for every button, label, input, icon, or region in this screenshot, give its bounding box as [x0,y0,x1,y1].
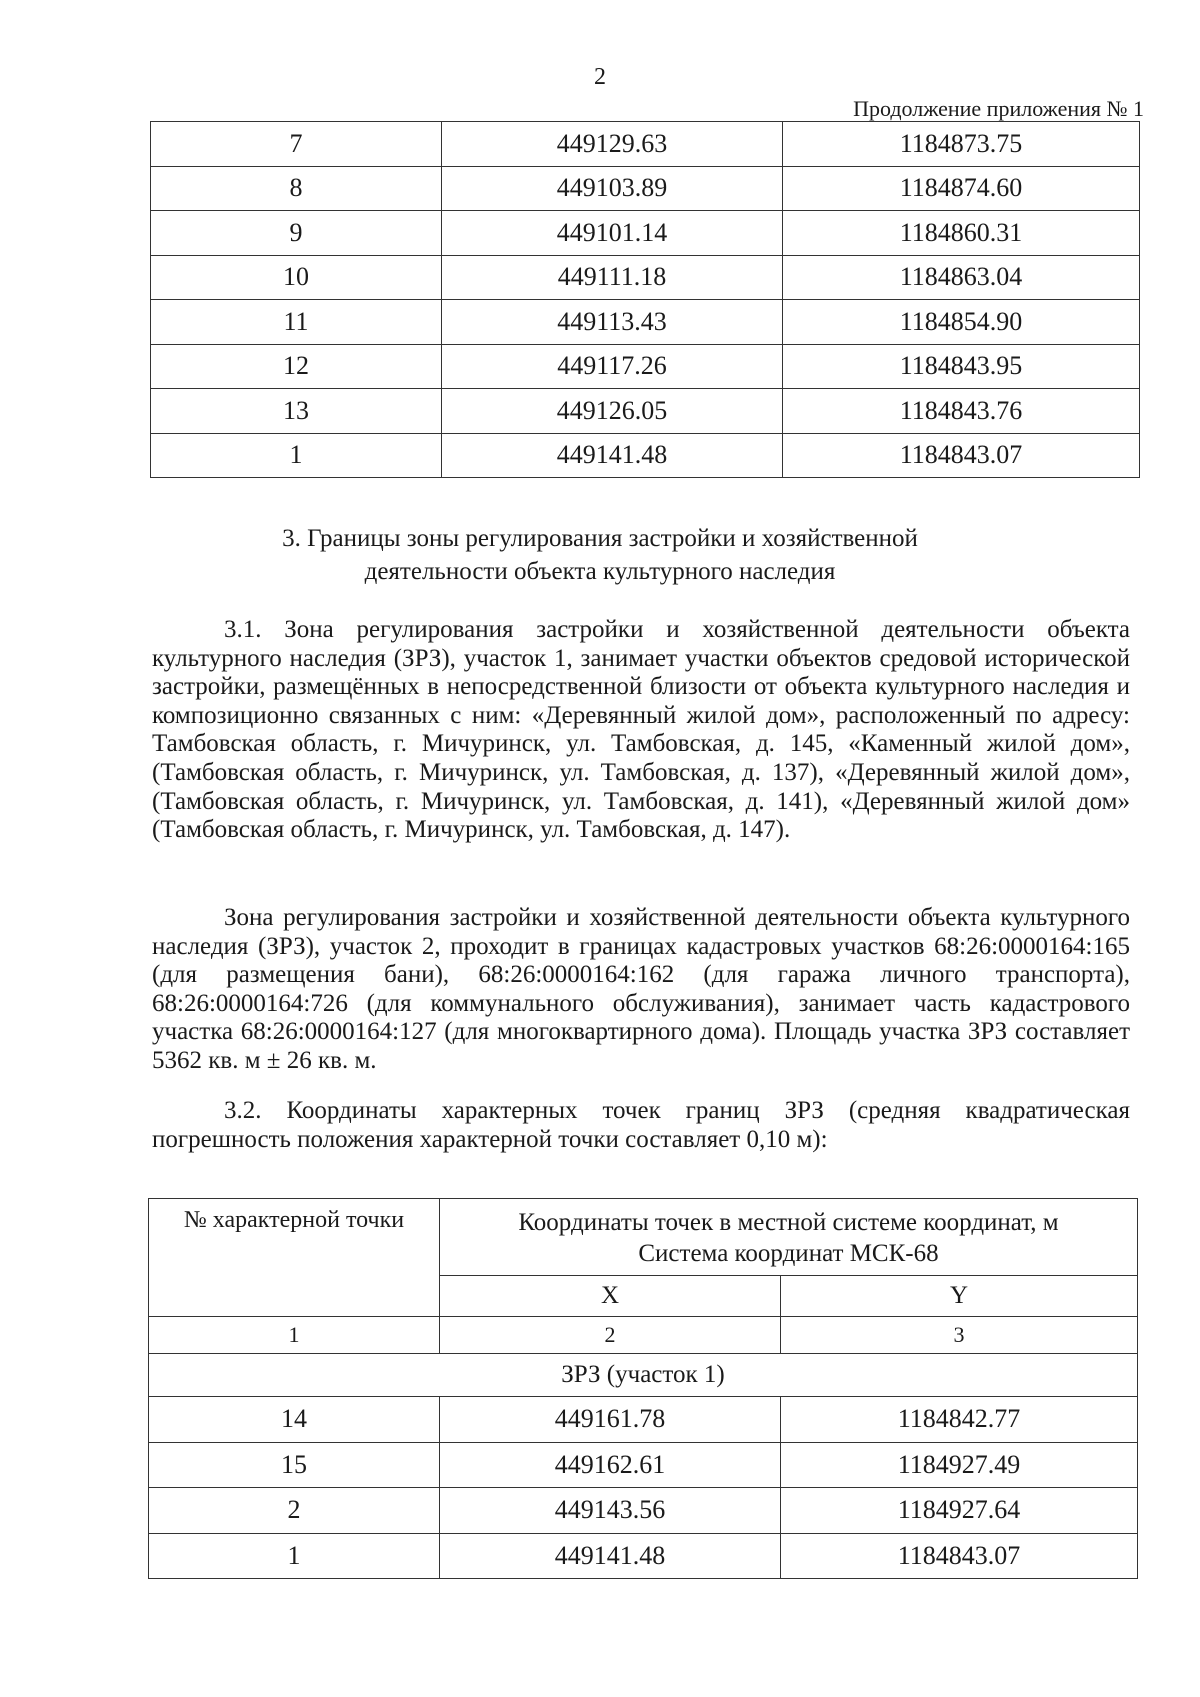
header-coordinates-line-2: Система координат МСК-68 [638,1240,939,1267]
column-number: 2 [440,1317,781,1354]
header-y: Y [781,1276,1138,1317]
column-number: 3 [781,1317,1138,1354]
point-number-cell: 14 [149,1397,440,1443]
table-row [151,300,1140,345]
y-coordinate-cell: 1184860.31 [783,211,1140,256]
header-coordinates [440,1199,1138,1276]
column-number-row [149,1317,1138,1354]
header-point-number: № характерной точки [149,1199,440,1317]
point-number-cell: 11 [151,300,442,345]
x-coordinate-cell: 449129.63 [442,122,783,167]
section-3-heading-line-1: 3. Границы зоны регулирования застройки и хозяйственной [282,525,918,552]
table-row [149,1397,1138,1443]
header-coordinates-line-1: Координаты точек в местной системе координат, м [518,1209,1059,1236]
table-row [151,122,1140,167]
point-number-cell: 10 [151,255,442,300]
point-number-cell: 7 [151,122,442,167]
table-row [151,255,1140,300]
point-number-cell: 13 [151,389,442,434]
table-row [149,1488,1138,1534]
point-number-cell: 8 [151,166,442,211]
table-header-row [149,1199,1138,1276]
table-row [151,389,1140,434]
x-coordinate-cell: 449141.48 [442,433,783,478]
paragraph-3-1: 3.1. Зона регулирования застройки и хозяйственной деятельности объекта культурного наследия (ЗРЗ), участок 1, занимает участки объектов средовой исторической застройки, размещённых в непосредственной близости от объекта культурного наследия и композиционно связанных с ним: «Деревянный жилой дом», расположенный по адресу: Тамбовская область, г. Мичуринск, ул. Тамбовская, д. 145, «Каменный жилой дом», (Тамбовская область, г. Мичуринск, ул. Тамбовская, д. 137), «Деревянный жилой дом», (Тамбовская область, г. Мичуринск, ул. Тамбовская, д. 141), «Деревянный жилой дом» (Тамбовская область, г. Мичуринск, ул. Тамбовская, д. 147). [152,616,1130,844]
y-coordinate-cell: 1184873.75 [783,122,1140,167]
table-row [151,211,1140,256]
coordinates-table-continued [150,121,1140,478]
y-coordinate-cell: 1184874.60 [783,166,1140,211]
point-number-cell: 12 [151,344,442,389]
y-coordinate-cell: 1184927.49 [781,1442,1138,1488]
y-coordinate-cell: 1184863.04 [783,255,1140,300]
paragraph-3-2: 3.2. Координаты характерных точек границ ЗРЗ (средняя квадратическая погрешность положения характерной точки составляет 0,10 м): [152,1097,1130,1153]
column-number: 1 [149,1317,440,1354]
header-x: X [440,1276,781,1317]
y-coordinate-cell: 1184843.95 [783,344,1140,389]
x-coordinate-cell: 449162.61 [440,1442,781,1488]
y-coordinate-cell: 1184843.76 [783,389,1140,434]
y-coordinate-cell: 1184843.07 [783,433,1140,478]
table-row [151,344,1140,389]
point-number-cell: 1 [149,1533,440,1579]
y-coordinate-cell: 1184854.90 [783,300,1140,345]
page-number: 2 [594,64,606,90]
section-3-heading [0,522,1200,588]
section-3-heading-line-2: деятельности объекта культурного наследия [364,558,836,585]
point-number-cell: 9 [151,211,442,256]
paragraph-zone-plot-2: Зона регулирования застройки и хозяйственной деятельности объекта культурного наследия (ЗРЗ), участок 2, проходит в границах кадастровых участков 68:26:0000164:165 (для размещения бани), 68:26:0000164:162 (для гаража личного транспорта), 68:26:0000164:726 (для коммунального обслуживания), занимает часть кадастрового участка 68:26:0000164:127 (для многоквартирного дома). Площадь участка ЗРЗ составляет 5362 кв. м ± 26 кв. м. [152,904,1130,1074]
table-row [151,166,1140,211]
x-coordinate-cell: 449111.18 [442,255,783,300]
point-number-cell: 2 [149,1488,440,1534]
table-row [149,1533,1138,1579]
section-row [149,1354,1138,1397]
x-coordinate-cell: 449161.78 [440,1397,781,1443]
table-row [149,1442,1138,1488]
section-label: ЗРЗ (участок 1) [149,1354,1138,1397]
x-coordinate-cell: 449101.14 [442,211,783,256]
point-number-cell: 15 [149,1442,440,1488]
y-coordinate-cell: 1184842.77 [781,1397,1138,1443]
x-coordinate-cell: 449141.48 [440,1533,781,1579]
x-coordinate-cell: 449117.26 [442,344,783,389]
point-number-cell: 1 [151,433,442,478]
x-coordinate-cell: 449113.43 [442,300,783,345]
y-coordinate-cell: 1184843.07 [781,1533,1138,1579]
x-coordinate-cell: 449126.05 [442,389,783,434]
x-coordinate-cell: 449103.89 [442,166,783,211]
zrz-coordinates-table [148,1198,1138,1579]
x-coordinate-cell: 449143.56 [440,1488,781,1534]
table-row [151,433,1140,478]
y-coordinate-cell: 1184927.64 [781,1488,1138,1534]
continuation-label: Продолжение приложения № 1 [853,96,1144,121]
